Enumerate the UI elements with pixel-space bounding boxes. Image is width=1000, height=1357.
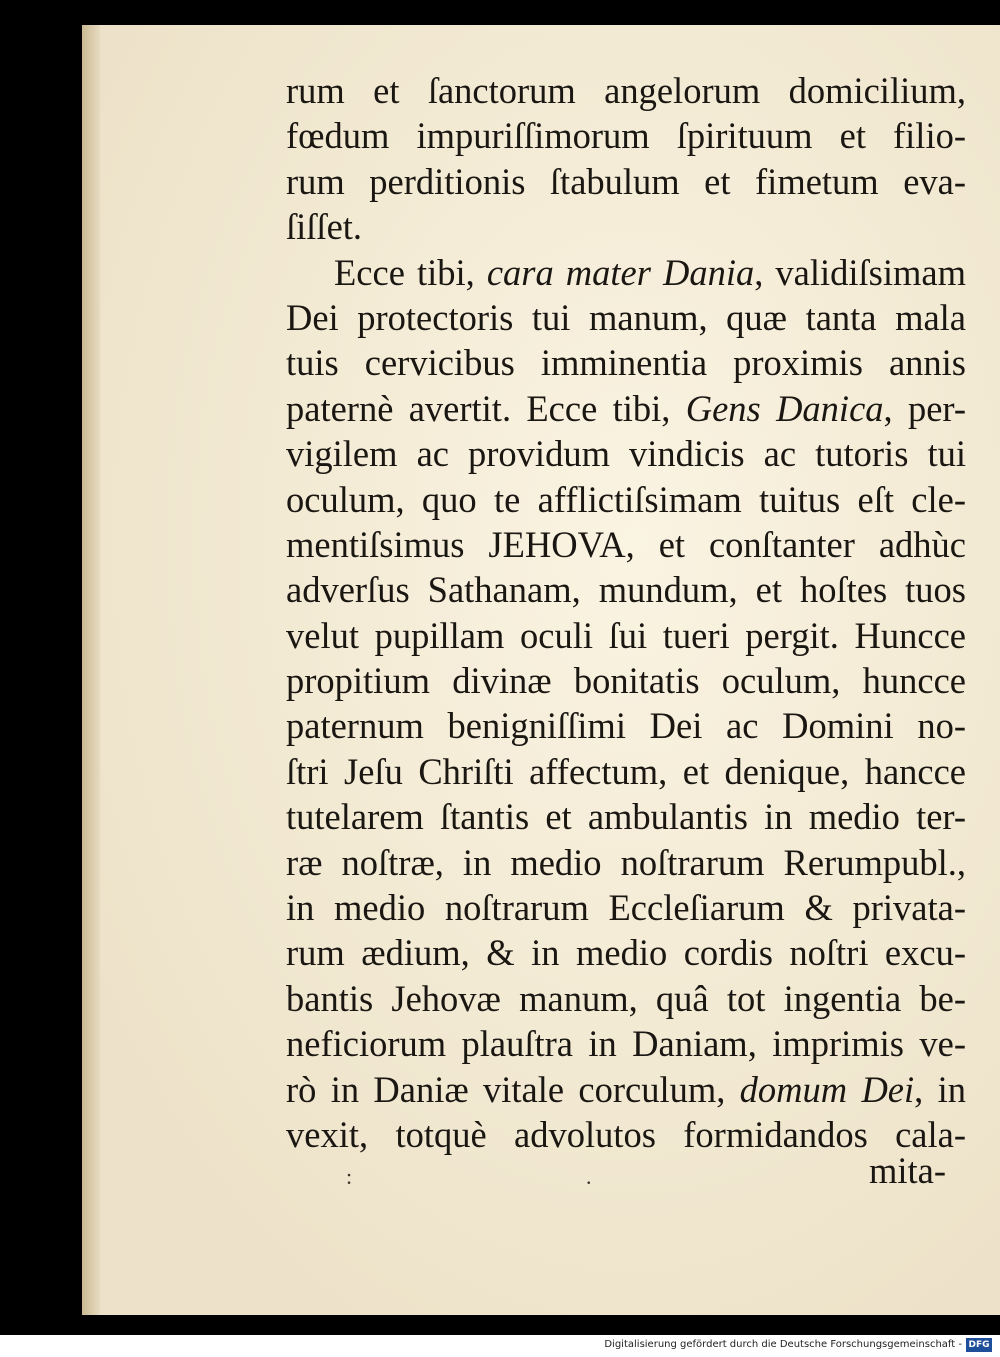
dfg-logo: DFG [966,1338,992,1352]
italic-phrase: domum Dei [739,1068,915,1110]
text-line: neficiorum plauſtra in Daniam, imprimis ve- [286,1023,966,1065]
text-line: in medio noſtrarum Eccleſiarum & privata- [286,887,966,929]
text-line: vigilem ac providum vindicis ac tutoris tui [286,433,966,475]
text-line: tutelarem ſtantis et ambulantis in medio ter- [286,796,966,838]
text-line: paternum benigniſſimi Dei ac Domini no- [286,705,966,747]
body-text [286,68,966,1157]
text-line: paternè avertit. Ecce tibi, Gens Danica, per- [286,387,967,429]
ink-speck: : [346,1164,353,1189]
text-line: tuis cervicibus imminentia proximis annis [286,342,966,384]
text-line: velut pupillam oculi ſui tueri pergit. Huncce [286,614,966,656]
text-line: fœdum impuriſſimorum ſpirituum et filio- [286,115,966,157]
text-line: Dei protectoris tui manum, quæ tanta mala [286,296,966,338]
text-line: ræ noſtræ, in medio noſtrarum Rerumpubl., [286,841,966,883]
italic-phrase: Gens Danica [685,387,884,429]
digitization-footer [0,1335,1000,1357]
text-line: bantis Jehovæ manum, quâ tot ingentia be- [286,977,966,1019]
text-line: rò in Daniæ vitale corculum, domum Dei, in [286,1068,966,1110]
ink-speck: . [586,1164,592,1189]
text-line: rum et ſanctorum angelorum domicilium, [286,70,966,111]
text-line: Ecce tibi, cara mater Dania, validiſsimam [334,251,967,293]
funding-credit: Digitalisierung gefördert durch die Deutsche Forschungsgemeinschaft - [604,1339,962,1350]
text-line: propitium divinæ bonitatis oculum, huncce [286,660,966,702]
text-line: ſiſſet. [286,206,363,248]
text-line: rum ædium, & in medio cordis noſtri excu- [286,932,966,974]
text-line: ſtri Jeſu Chriſti affectum, et denique, hancce [286,750,966,792]
text-line: mentiſsimus JEHOVA, et conſtanter adhùc [286,523,966,565]
text-line: oculum, quo te afflictiſsimam tuitus eſt cle- [286,478,966,520]
text-line: adverſus Sathanam, mundum, et hoſtes tuos [286,569,966,611]
catchword: mita- [868,1150,946,1191]
catchword-line [286,1148,966,1194]
text-line: rum perditionis ſtabulum et fimetum eva- [286,160,966,202]
text-line: vexit, totquè advolutos formidandos cala- [286,1113,966,1155]
italic-phrase: cara mater Dania [486,251,755,293]
page-gutter-edge [82,25,100,1315]
